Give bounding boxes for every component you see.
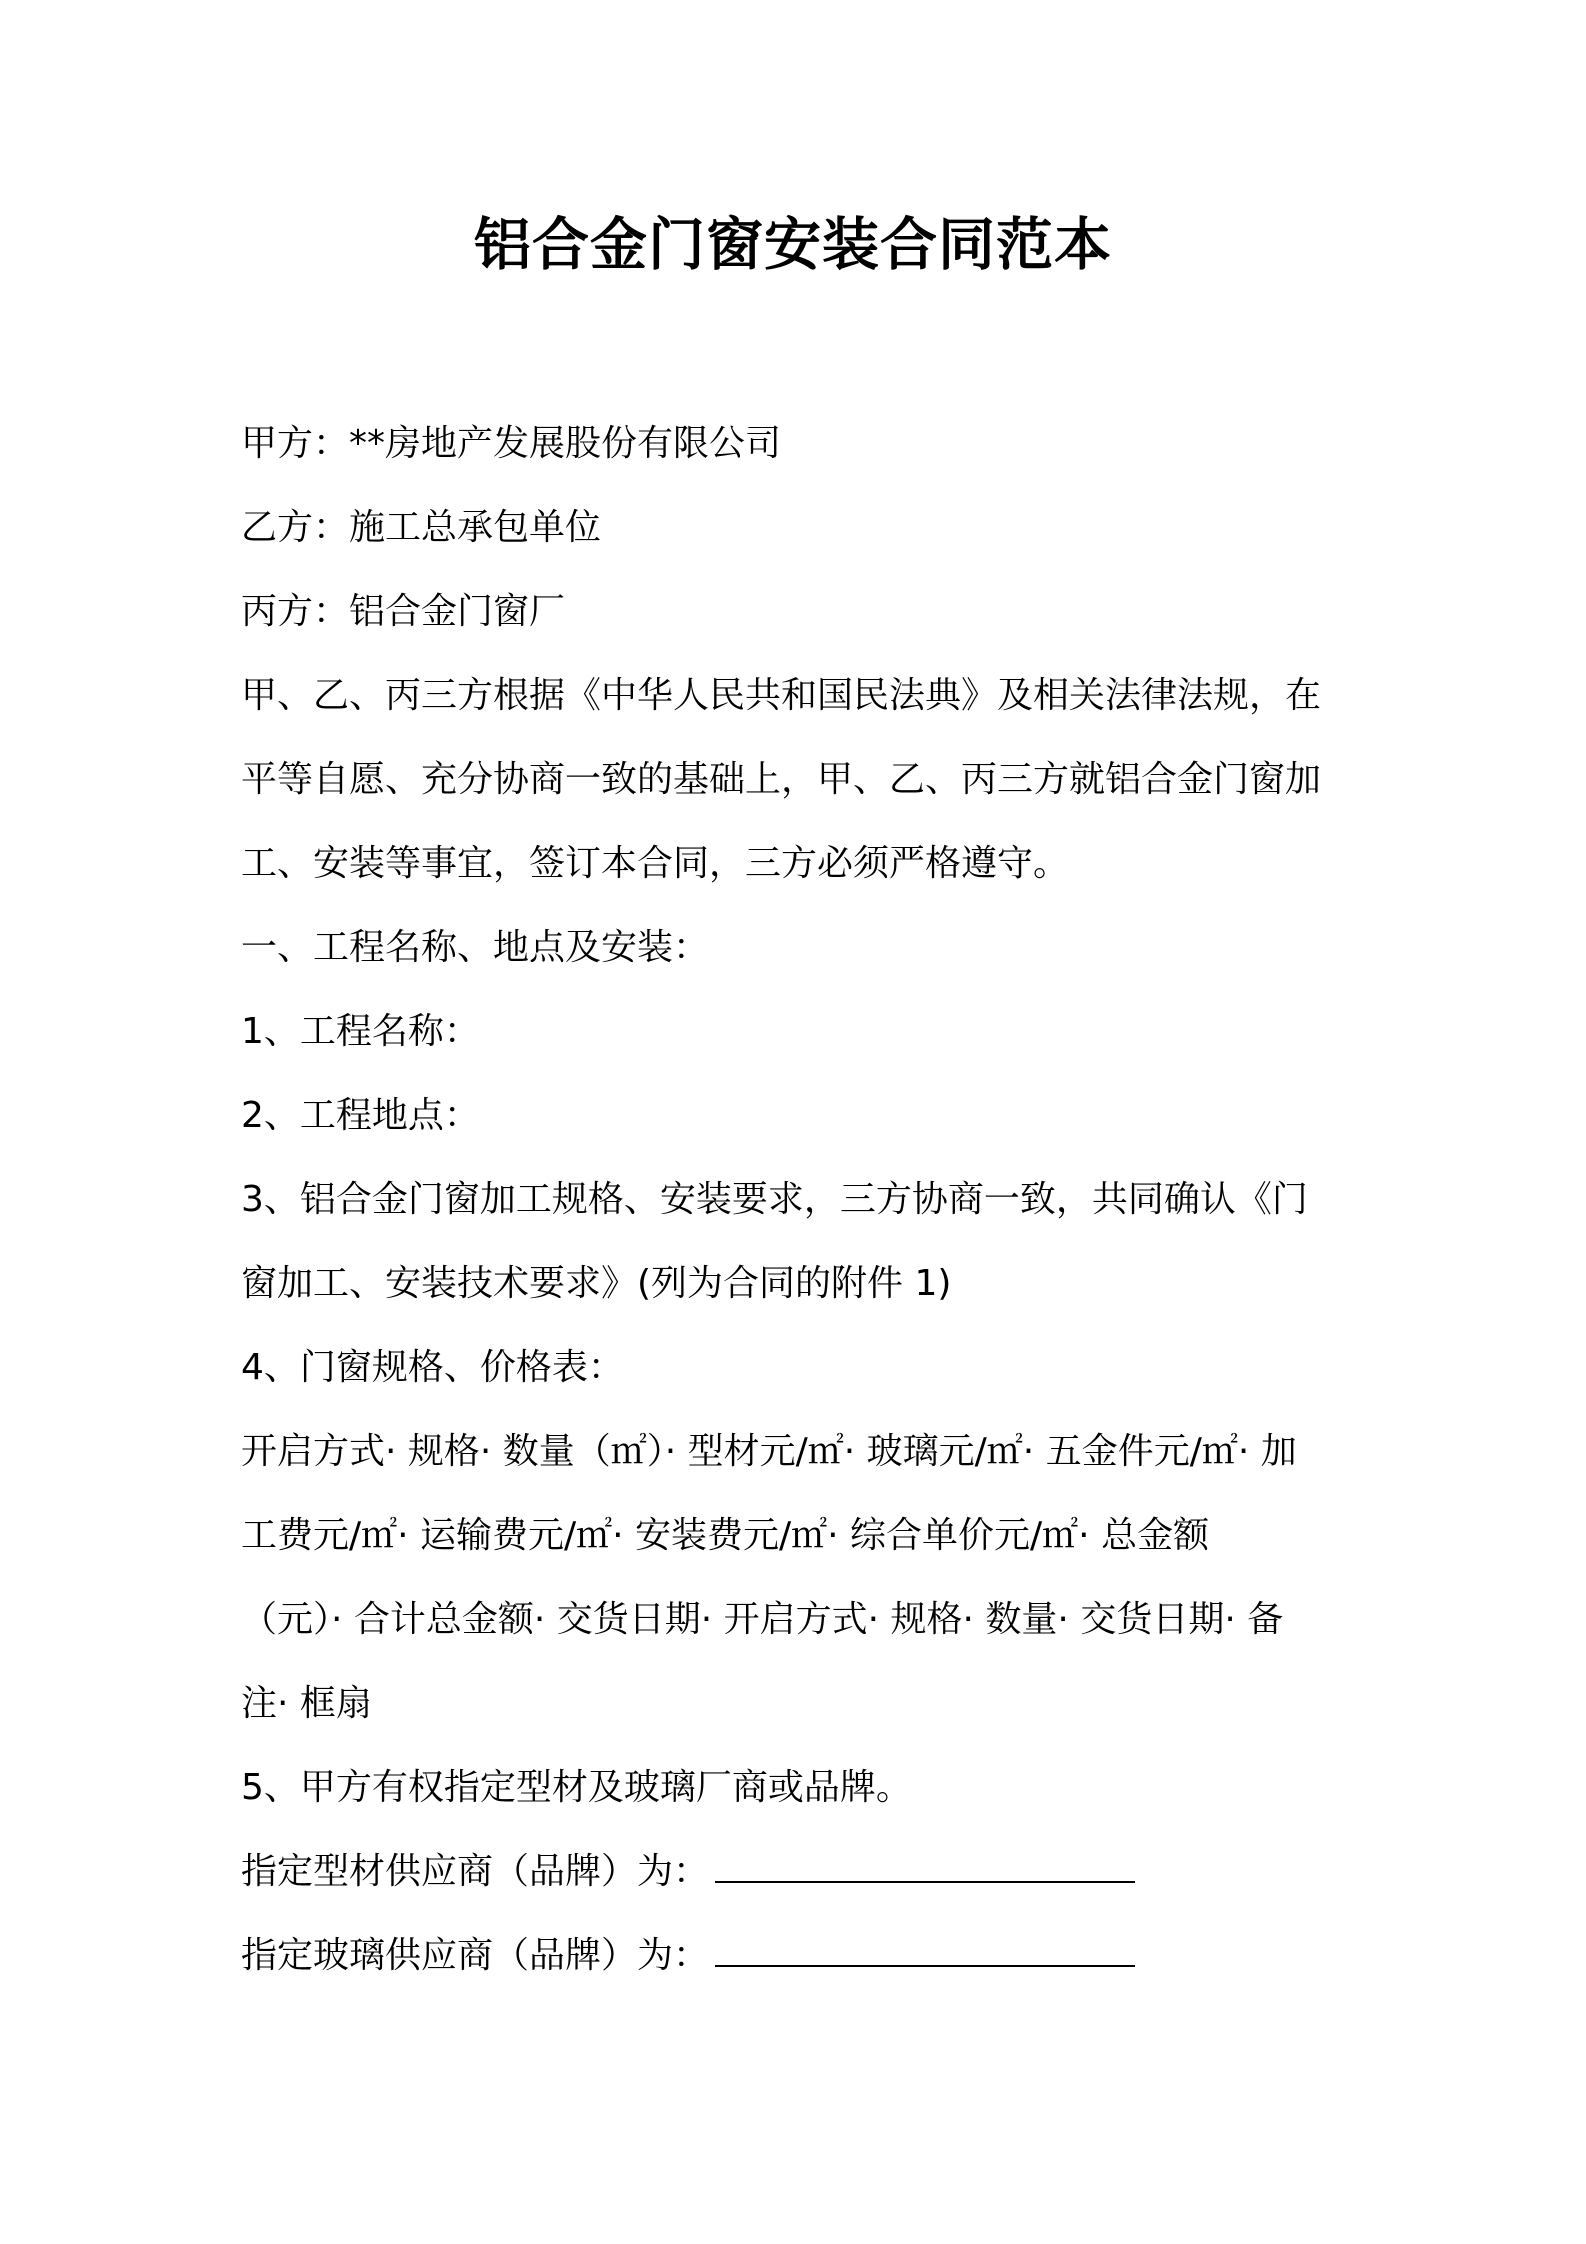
clause-project-location: 2、工程地点：	[241, 1095, 480, 1136]
preamble-line-1: 甲、乙、丙三方根据《中华人民共和国民法典》及相关法律法规，在	[241, 675, 1322, 716]
glass-supplier-line	[241, 1914, 1361, 1998]
clause-price-table-heading: 4、门窗规格、价格表：	[241, 1347, 624, 1388]
party-c-line: 丙方：铝合金门窗厂	[241, 591, 566, 632]
preamble-line-2: 平等自愿、充分协商一致的基础上，甲、乙、丙三方就铝合金门窗加	[241, 759, 1322, 800]
section-heading-1: 一、工程名称、地点及安装：	[241, 927, 710, 968]
clause-spec-line-2: 窗加工、安装技术要求》(列为合同的附件 1)	[241, 1263, 952, 1304]
price-table-fields-line-4: 注· 框扇	[241, 1683, 372, 1724]
profile-supplier-blank	[715, 1851, 1135, 1883]
price-table-fields-line-1: 开启方式· 规格· 数量（㎡）· 型材元/㎡· 玻璃元/㎡· 五金件元/㎡· 加	[241, 1431, 1297, 1472]
party-a-line: 甲方：**房地产发展股份有限公司	[241, 423, 782, 464]
document-title: 铝合金门窗安装合同范本	[474, 212, 1112, 278]
glass-supplier-blank	[715, 1935, 1135, 1967]
clause-project-name: 1、工程名称：	[241, 1011, 480, 1052]
preamble-line-3: 工、安装等事宜，签订本合同，三方必须严格遵守。	[241, 843, 1070, 884]
document-body	[241, 402, 1361, 1998]
profile-supplier-label: 指定型材供应商（品牌）为：	[241, 1851, 710, 1892]
price-table-fields-line-3: （元）· 合计总金额· 交货日期· 开启方式· 规格· 数量· 交货日期· 备	[241, 1599, 1284, 1640]
party-b-line: 乙方：施工总承包单位	[241, 507, 602, 548]
glass-supplier-label: 指定玻璃供应商（品牌）为：	[241, 1935, 710, 1976]
profile-supplier-line	[241, 1830, 1361, 1914]
price-table-fields-line-2: 工费元/㎡· 运输费元/㎡· 安装费元/㎡· 综合单价元/㎡· 总金额	[241, 1515, 1210, 1556]
clause-spec-line-1: 3、铝合金门窗加工规格、安装要求，三方协商一致，共同确认《门	[241, 1179, 1308, 1220]
clause-designated-brands: 5、甲方有权指定型材及玻璃厂商或品牌。	[241, 1767, 912, 1808]
